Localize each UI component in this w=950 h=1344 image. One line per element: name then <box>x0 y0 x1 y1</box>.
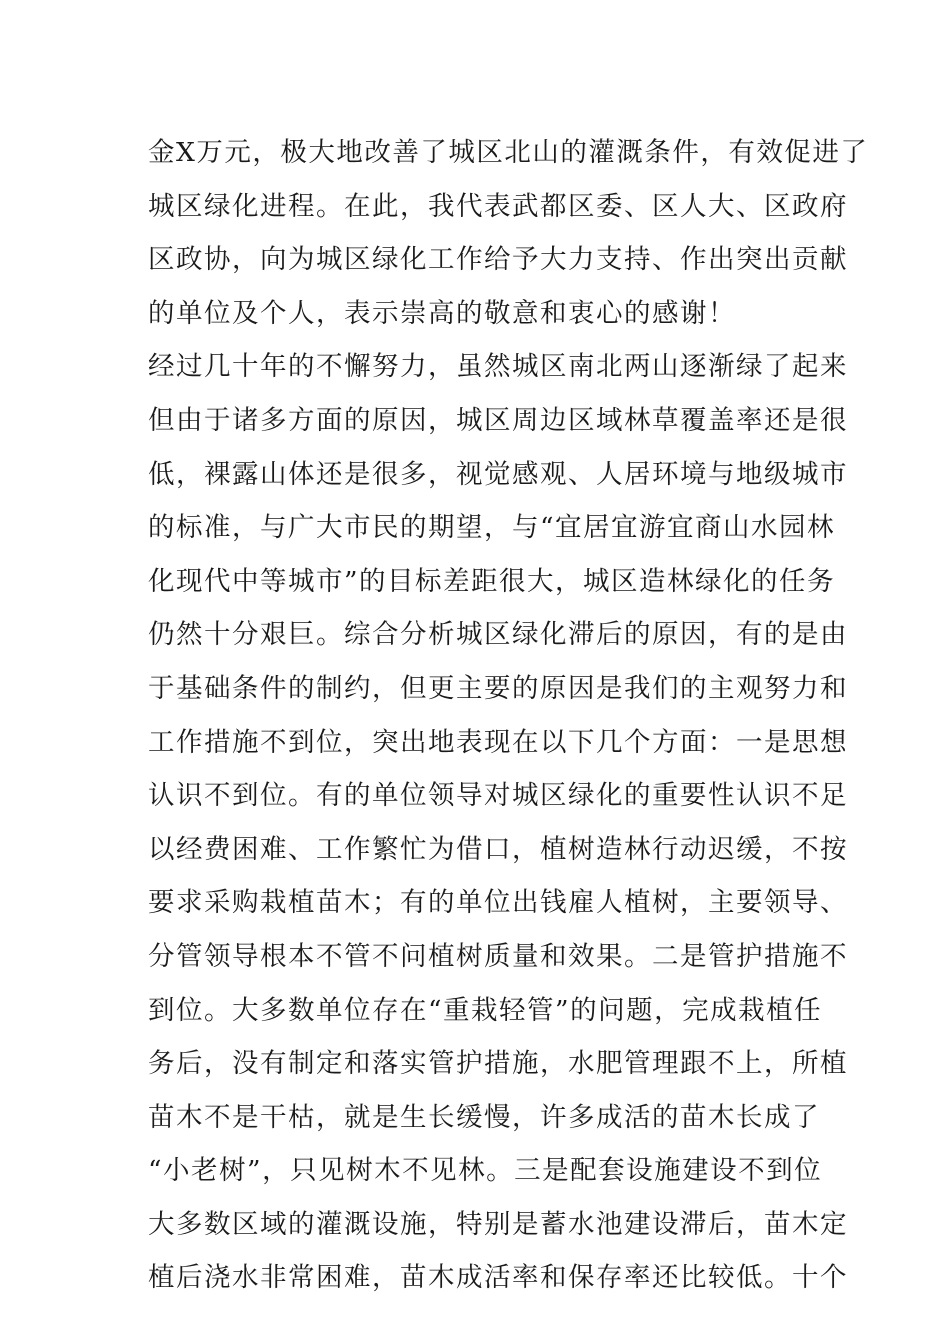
text-line: 但由于诸多方面的原因，城区周边区域林草覆盖率还是很 <box>148 404 848 436</box>
text-line: 苗木不是干枯，就是生长缓慢，许多成活的苗木长成了 <box>148 1101 820 1133</box>
text-line: 于基础条件的制约，但更主要的原因是我们的主观努力和 <box>148 672 848 704</box>
text-line: 城区绿化进程。在此，我代表武都区委、区人大、区政府 <box>148 190 848 222</box>
text-line: 要求采购栽植苗木；有的单位出钱雇人植树，主要领导、 <box>148 887 848 919</box>
body-text <box>148 126 869 1305</box>
text-line: “小老树”，只见树木不见林。三是配套设施建设不到位 <box>148 1155 823 1187</box>
text-line: 以经费困难、工作繁忙为借口，植树造林行动迟缓，不按 <box>148 833 848 865</box>
text-line: 认识不到位。有的单位领导对城区绿化的重要性认识不足 <box>148 780 848 812</box>
text-line: 分管领导根本不管不问植树质量和效果。二是管护措施不 <box>148 940 848 972</box>
text-line: 低，裸露山体还是很多，视觉感观、人居环境与地级城市 <box>148 458 848 490</box>
text-line: 植后浇水非常困难，苗木成活率和保存率还比较低。十个 <box>148 1262 848 1294</box>
text-line: 的标准，与广大市民的期望，与“宜居宜游宜商山水园林 <box>148 512 836 544</box>
text-line: 金X万元，极大地改善了城区北山的灌溉条件，有效促进了 <box>148 137 869 168</box>
text-line: 的单位及个人，表示崇高的敬意和衷心的感谢！ <box>148 297 736 329</box>
text-line: 工作措施不到位，突出地表现在以下几个方面：一是思想 <box>148 726 848 758</box>
text-line: 到位。大多数单位存在“重栽轻管”的问题，完成栽植任 <box>148 994 823 1026</box>
text-line: 务后，没有制定和落实管护措施，水肥管理跟不上，所植 <box>148 1048 848 1080</box>
text-line: 大多数区域的灌溉设施，特别是蓄水池建设滞后，苗木定 <box>148 1208 848 1240</box>
text-line: 仍然十分艰巨。综合分析城区绿化滞后的原因，有的是由 <box>148 619 848 651</box>
text-line: 区政协，向为城区绿化工作给予大力支持、作出突出贡献 <box>148 244 848 276</box>
text-line: 经过几十年的不懈努力，虽然城区南北两山逐渐绿了起来 <box>148 351 848 383</box>
text-line: 化现代中等城市”的目标差距很大，城区造林绿化的任务 <box>148 565 836 597</box>
